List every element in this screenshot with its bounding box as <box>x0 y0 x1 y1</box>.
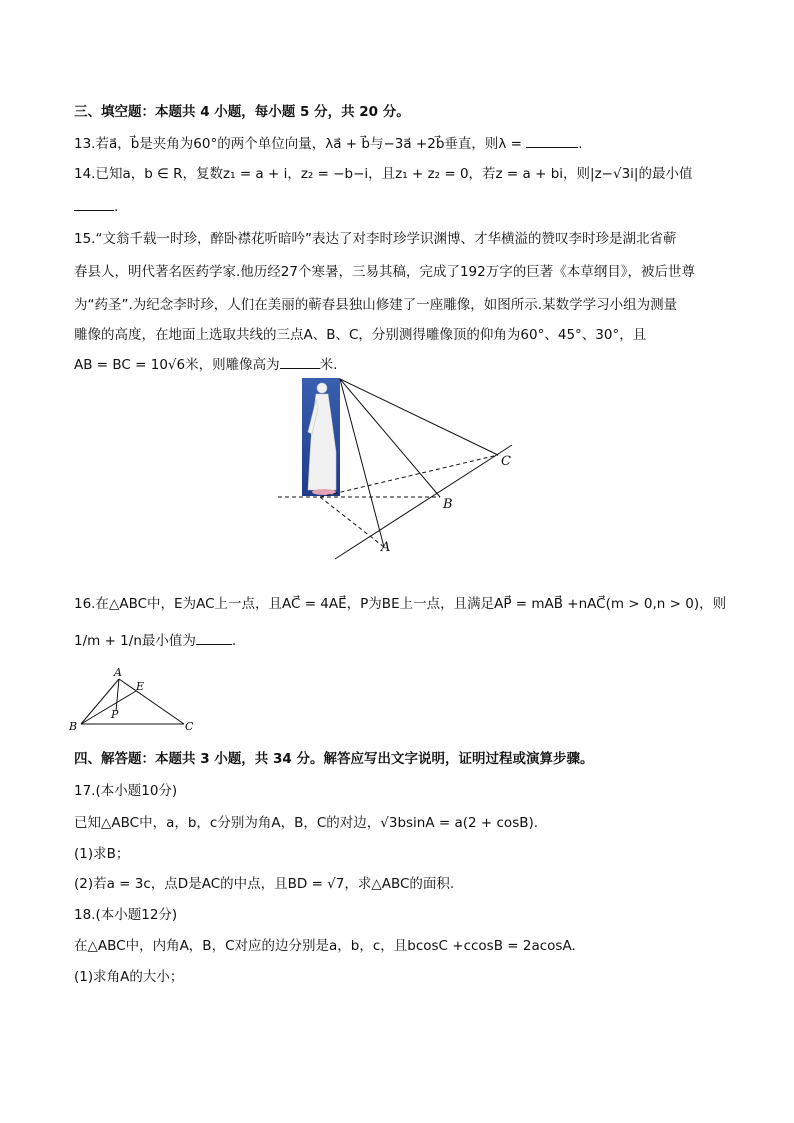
q16-line1: 16.在△ABC中，E为AC上一点，且AC⃗ = 4AE⃗，P为BE上一点，且满足AP⃗ = mAB⃗ +nAC⃗(m > 0,n > 0)，则 <box>74 596 727 612</box>
fig16-label-b: B <box>69 720 78 733</box>
q14-tail: . <box>114 199 119 215</box>
triangle-lines <box>81 679 184 724</box>
q18-stem: 在△ABC中，内角A，B，C对应的边分别是a，b，c，且bcosC +ccosB = 2acosA. <box>74 938 576 954</box>
q16-line2 <box>74 630 236 651</box>
fig15-label-a: A <box>381 540 391 555</box>
fig15-label-c: C <box>501 454 511 469</box>
q18-title: 18.(本小题12分) <box>74 907 178 923</box>
fig16-label-c: C <box>185 720 194 733</box>
q17-stem: 已知△ABC中，a，b，c分别为角A，B，C的对边，√3bsinA = a(2 + cosB). <box>74 815 539 831</box>
q13-text: 13.若a⃗，b⃗是夹角为60°的两个单位向量，λa⃗ + b⃗与−3a⃗ +2b⃗垂直，则λ = <box>74 136 527 152</box>
q15-line4: 雕像的高度，在地面上选取共线的三点A、B、C，分别测得雕像顶的仰角为60°、45°、30°，且 <box>74 327 647 343</box>
q15-line1: 15.“文翁千载一时珍，醉卧襟花听暗吟”表达了对李时珍学识渊博、才华横溢的赞叹李时珍是湖北省蕲 <box>74 231 677 247</box>
q18-part1: (1)求角A的大小； <box>74 969 184 985</box>
q15-line5a: AB = BC = 10√6米，则雕像高为 <box>74 357 280 373</box>
fig16-label-e: E <box>136 680 145 693</box>
q13-tail: . <box>578 136 583 152</box>
question-14: 14.已知a，b ∈ R，复数z₁ = a + i，z₂ = −b−i，且z₁ + z₂ = 0，若z = a + bi，则|z−√3i|的最小值 <box>74 166 693 182</box>
q17-title: 17.(本小题10分) <box>74 783 178 799</box>
fig16-label-a: A <box>114 666 122 679</box>
q14-answer-blank <box>74 196 114 211</box>
statue-base <box>312 489 336 495</box>
q15-line5b: 米. <box>319 357 338 373</box>
section4-heading: 四、解答题：本题共 3 小题，共 34 分。解答应写出文字说明，证明过程或演算步骤。 <box>74 751 594 767</box>
fig16-label-p: P <box>111 708 119 721</box>
q17-part2: (2)若a = 3c，点D是AC的中点，且BD = √7，求△ABC的面积. <box>74 876 455 892</box>
q17-part1: (1)求B； <box>74 846 130 862</box>
q15-line3: 为“药圣”.为纪念李时珍，人们在美丽的蕲春县独山修建了一座雕像，如图所示.某数学学习小组为测量 <box>74 297 678 313</box>
statue-figure <box>270 372 520 562</box>
triangle-figure <box>64 664 204 734</box>
question-13 <box>74 133 583 154</box>
q14-answer-line <box>74 196 118 217</box>
q15-answer-blank <box>280 354 320 369</box>
fig15-label-b: B <box>443 497 453 512</box>
q16-line2-text: 1/m + 1/n最小值为 <box>74 633 196 649</box>
section3-heading: 三、填空题：本题共 4 小题，每小题 5 分，共 20 分。 <box>74 104 410 120</box>
q13-answer-blank <box>526 133 578 148</box>
q16-answer-blank <box>196 630 232 645</box>
q16-tail: . <box>231 633 237 649</box>
q15-line2: 春县人，明代著名医药学家.他历经27个寒暑，三易其稿，完成了192万字的巨著《本草纲目》，被后世尊 <box>74 264 695 280</box>
